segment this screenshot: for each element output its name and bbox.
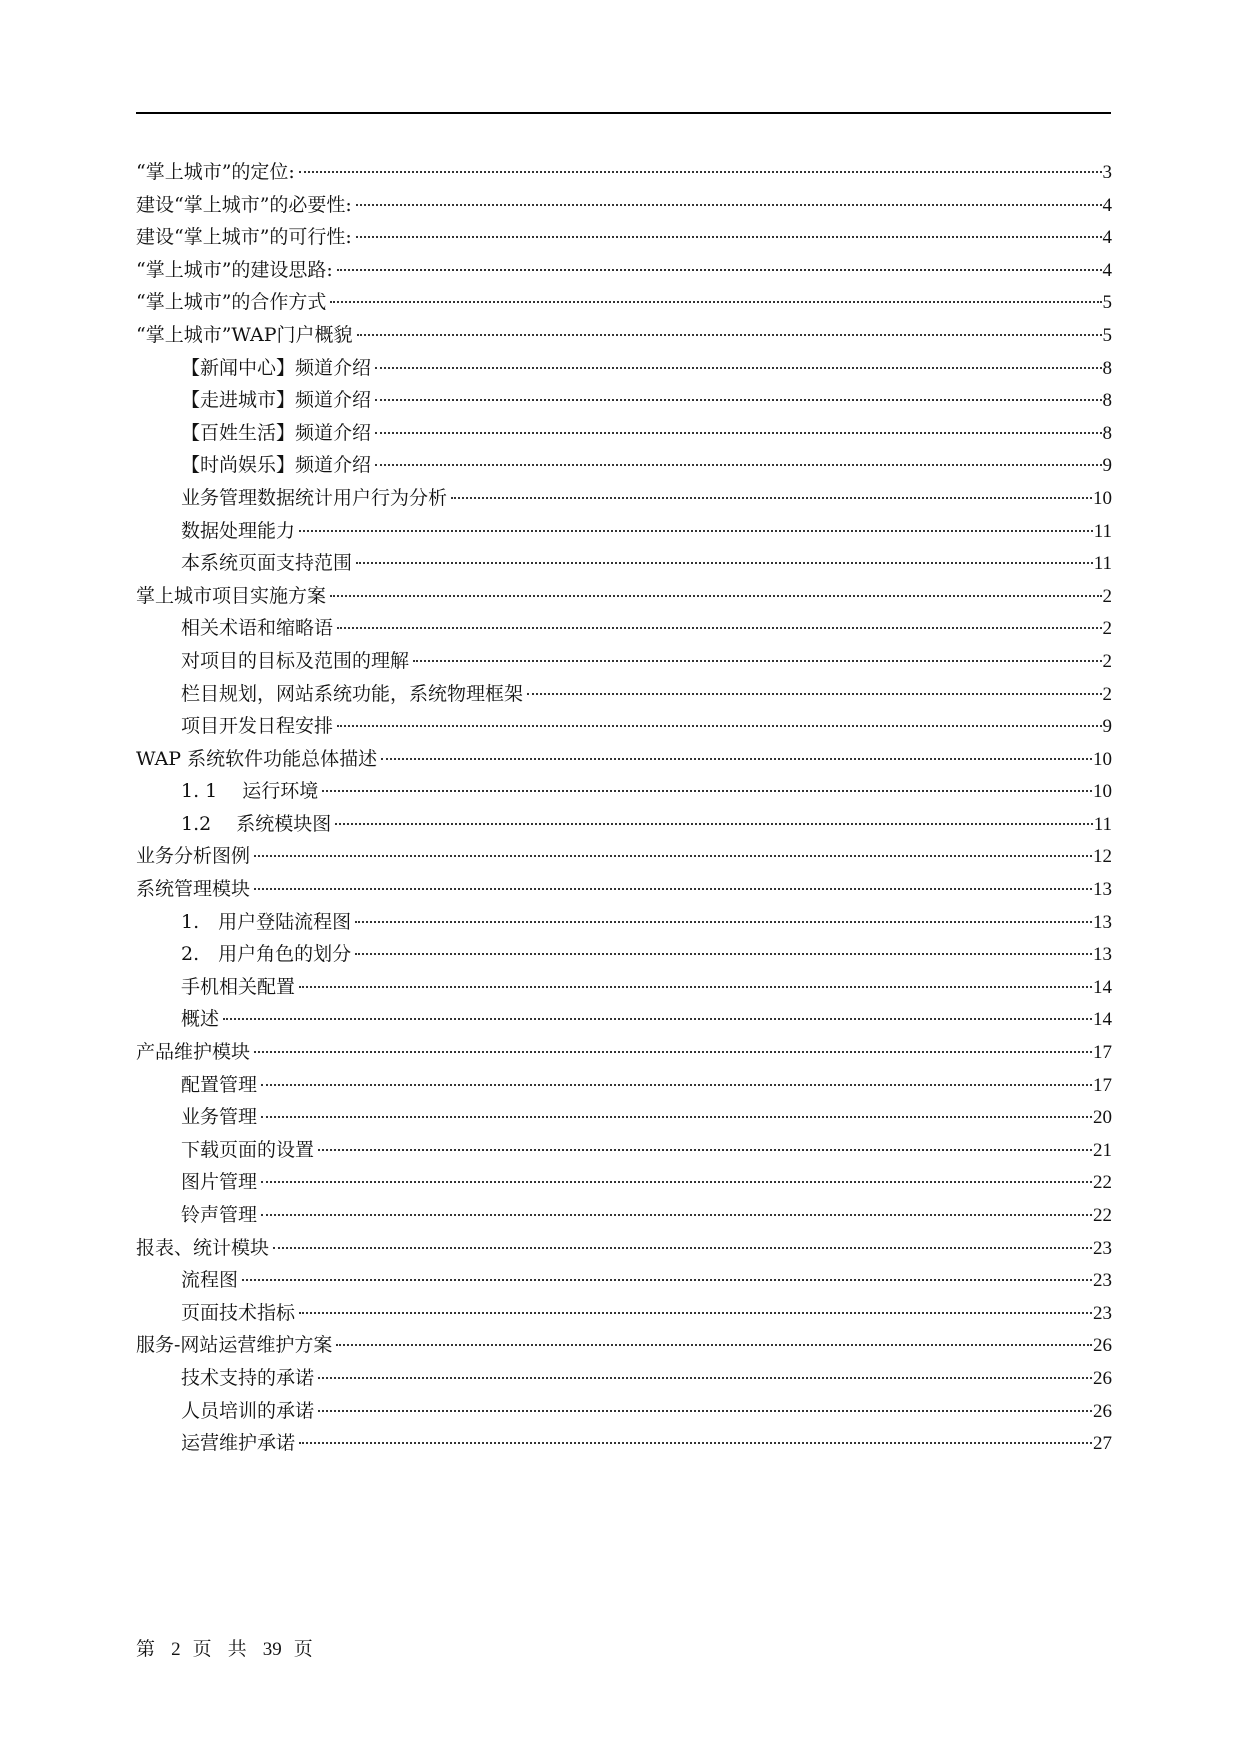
- toc-entry-page-number: 13: [1093, 879, 1112, 901]
- toc-entry-title: 1.2 系统模块图: [181, 812, 332, 835]
- toc-entry[interactable]: [136, 221, 1112, 254]
- toc-entry-title: 【时尚娱乐】频道介绍: [181, 454, 372, 477]
- toc-dot-leader: [261, 1181, 1092, 1183]
- toc-entry[interactable]: [136, 1101, 1112, 1134]
- toc-dot-leader: [322, 790, 1092, 792]
- toc-entry[interactable]: [136, 417, 1112, 450]
- toc-entry-title: “掌上城市”的定位:: [136, 161, 295, 183]
- toc-entry-page-number: 2: [1102, 585, 1112, 607]
- footer-middle: 页 共: [192, 1638, 251, 1660]
- toc-dot-leader: [356, 236, 1102, 238]
- toc-entry-title: 铃声管理: [181, 1204, 258, 1226]
- toc-dot-leader: [355, 953, 1092, 955]
- toc-entry-title: 相关术语和缩略语: [181, 617, 334, 640]
- toc-entry-page-number: 17: [1093, 1074, 1112, 1096]
- toc-dot-leader: [357, 334, 1102, 336]
- toc-dot-leader: [337, 627, 1101, 629]
- toc-entry[interactable]: [136, 352, 1112, 385]
- toc-dot-leader: [356, 204, 1102, 206]
- toc-dot-leader: [242, 1279, 1092, 1281]
- toc-dot-leader: [299, 171, 1102, 173]
- toc-entry[interactable]: [136, 1329, 1112, 1362]
- toc-entry[interactable]: [136, 254, 1112, 287]
- toc-entry-page-number: 26: [1093, 1335, 1112, 1357]
- table-of-contents: [136, 156, 1112, 1460]
- toc-entry-page-number: 11: [1093, 520, 1112, 542]
- toc-entry[interactable]: [136, 384, 1112, 417]
- toc-dot-leader: [330, 595, 1101, 597]
- toc-entry-page-number: 9: [1102, 455, 1112, 477]
- toc-entry-title: 2. 用户角色的划分: [181, 943, 352, 966]
- toc-entry-title: 掌上城市项目实施方案: [136, 584, 327, 607]
- toc-entry-page-number: 11: [1093, 553, 1112, 575]
- toc-entry[interactable]: [136, 547, 1112, 580]
- toc-dot-leader: [261, 1084, 1092, 1086]
- toc-dot-leader: [223, 1018, 1092, 1020]
- toc-entry[interactable]: [136, 1199, 1112, 1232]
- footer-prefix: 第: [136, 1638, 160, 1660]
- toc-entry-title: 运营维护承诺: [181, 1432, 296, 1455]
- toc-entry[interactable]: [136, 906, 1112, 939]
- toc-entry-page-number: 4: [1102, 259, 1112, 281]
- toc-entry-page-number: 13: [1093, 944, 1112, 966]
- toc-entry-page-number: 10: [1093, 781, 1112, 803]
- footer-suffix: 页: [293, 1638, 317, 1660]
- toc-dot-leader: [299, 986, 1092, 988]
- header-rule: [136, 112, 1111, 114]
- toc-entry-page-number: 22: [1093, 1172, 1112, 1194]
- toc-entry-page-number: 23: [1093, 1237, 1112, 1259]
- toc-entry[interactable]: [136, 319, 1112, 352]
- toc-entry-page-number: 17: [1093, 1042, 1112, 1064]
- toc-entry[interactable]: [136, 1362, 1112, 1395]
- toc-entry-title: 数据处理能力: [181, 519, 296, 542]
- toc-entry-page-number: 2: [1102, 683, 1112, 705]
- toc-entry[interactable]: [136, 1395, 1112, 1428]
- toc-entry[interactable]: [136, 710, 1112, 743]
- toc-entry-title: 图片管理: [181, 1171, 258, 1194]
- toc-entry-title: 产品维护模块: [136, 1041, 251, 1064]
- toc-entry-title: 概述: [181, 1008, 220, 1031]
- toc-entry-title: 业务管理数据统计用户行为分析: [181, 486, 448, 509]
- toc-entry-title: “掌上城市”的合作方式: [136, 291, 327, 314]
- toc-entry[interactable]: [136, 612, 1112, 645]
- toc-entry-page-number: 12: [1093, 846, 1112, 868]
- toc-entry-title: “掌上城市”WAP门户概貌: [136, 323, 353, 346]
- toc-entry-page-number: 14: [1093, 1009, 1112, 1031]
- toc-entry-title: 建设“掌上城市”的必要性:: [136, 193, 352, 216]
- toc-entry-title: 报表、统计模块: [136, 1236, 270, 1259]
- toc-entry-title: 配置管理: [181, 1073, 258, 1096]
- toc-dot-leader: [299, 530, 1093, 532]
- toc-entry[interactable]: [136, 743, 1112, 776]
- toc-entry-page-number: 14: [1093, 976, 1112, 998]
- toc-dot-leader: [261, 1116, 1092, 1118]
- toc-entry-title: 系统管理模块: [136, 878, 251, 901]
- toc-dot-leader: [375, 464, 1101, 466]
- page-footer: [136, 1634, 317, 1661]
- toc-entry[interactable]: [136, 1232, 1112, 1265]
- toc-dot-leader: [336, 1344, 1092, 1346]
- toc-entry-page-number: 20: [1093, 1107, 1112, 1129]
- toc-entry[interactable]: [136, 1069, 1112, 1102]
- toc-entry[interactable]: [136, 971, 1112, 1004]
- toc-entry-page-number: 2: [1102, 650, 1112, 672]
- toc-entry-page-number: 26: [1093, 1367, 1112, 1389]
- toc-entry-title: 业务分析图例: [136, 845, 251, 868]
- toc-dot-leader: [375, 432, 1101, 434]
- toc-entry-page-number: 5: [1102, 324, 1112, 346]
- toc-entry[interactable]: [136, 286, 1112, 319]
- toc-dot-leader: [318, 1377, 1092, 1379]
- toc-entry-page-number: 2: [1102, 618, 1112, 640]
- toc-entry-title: “掌上城市”的建设思路:: [136, 258, 333, 281]
- toc-dot-leader: [413, 660, 1101, 662]
- toc-entry-title: 页面技术指标: [181, 1301, 296, 1324]
- toc-entry-page-number: 13: [1093, 911, 1112, 933]
- footer-total-pages: 39: [262, 1639, 282, 1660]
- toc-dot-leader: [356, 562, 1093, 564]
- toc-entry-page-number: 4: [1102, 227, 1112, 249]
- toc-entry-title: 服务-网站运营维护方案: [136, 1334, 333, 1357]
- toc-dot-leader: [375, 399, 1101, 401]
- toc-dot-leader: [299, 1442, 1092, 1444]
- toc-dot-leader: [299, 1312, 1092, 1314]
- toc-entry-title: 1. 用户登陆流程图: [181, 910, 352, 933]
- toc-dot-leader: [335, 823, 1092, 825]
- toc-entry-page-number: 5: [1102, 292, 1112, 314]
- toc-entry-page-number: 10: [1093, 748, 1112, 770]
- toc-entry-page-number: 27: [1093, 1433, 1112, 1455]
- toc-dot-leader: [337, 725, 1101, 727]
- toc-entry-title: 业务管理: [181, 1106, 258, 1129]
- toc-entry-title: 人员培训的承诺: [181, 1399, 315, 1422]
- toc-entry[interactable]: [136, 1003, 1112, 1036]
- toc-entry-page-number: 26: [1093, 1400, 1112, 1422]
- toc-dot-leader: [381, 758, 1092, 760]
- toc-dot-leader: [254, 855, 1092, 857]
- toc-entry[interactable]: [136, 840, 1112, 873]
- toc-entry-title: 1. 1 运行环境: [181, 780, 319, 803]
- toc-entry[interactable]: [136, 1264, 1112, 1297]
- toc-entry-page-number: 8: [1102, 422, 1112, 444]
- toc-entry-title: 流程图: [181, 1269, 239, 1292]
- toc-entry[interactable]: [136, 873, 1112, 906]
- toc-entry-page-number: 8: [1102, 390, 1112, 412]
- toc-entry-title: 栏目规划，网站系统功能，系统物理框架: [181, 682, 524, 705]
- toc-entry[interactable]: [136, 1036, 1112, 1069]
- toc-entry[interactable]: [136, 775, 1112, 808]
- toc-entry-title: 项目开发日程安排: [181, 715, 334, 738]
- toc-entry[interactable]: [136, 189, 1112, 222]
- toc-entry-page-number: 3: [1102, 162, 1112, 183]
- toc-entry[interactable]: [136, 580, 1112, 613]
- toc-dot-leader: [254, 888, 1092, 890]
- toc-entry-page-number: 10: [1093, 487, 1112, 509]
- toc-dot-leader: [254, 1051, 1092, 1053]
- toc-entry-title: WAP 系统软件功能总体描述: [136, 747, 378, 770]
- toc-dot-leader: [273, 1247, 1092, 1249]
- toc-entry-title: 技术支持的承诺: [181, 1366, 315, 1389]
- toc-entry-page-number: 23: [1093, 1302, 1112, 1324]
- toc-entry-title: 建设“掌上城市”的可行性:: [136, 226, 352, 249]
- toc-entry-title: 【新闻中心】频道介绍: [181, 356, 372, 379]
- toc-entry[interactable]: [136, 808, 1112, 841]
- toc-dot-leader: [261, 1214, 1092, 1216]
- toc-entry-title: 对项目的目标及范围的理解: [181, 649, 410, 672]
- toc-entry-page-number: 4: [1102, 194, 1112, 216]
- toc-entry[interactable]: [136, 482, 1112, 515]
- toc-entry-page-number: 22: [1093, 1205, 1112, 1226]
- toc-entry-page-number: 11: [1093, 813, 1112, 835]
- toc-dot-leader: [330, 301, 1101, 303]
- toc-dot-leader: [337, 269, 1102, 271]
- toc-entry[interactable]: [136, 678, 1112, 711]
- toc-dot-leader: [375, 367, 1101, 369]
- toc-entry[interactable]: [136, 449, 1112, 482]
- toc-entry-title: 【走进城市】频道介绍: [181, 389, 372, 412]
- toc-entry-page-number: 21: [1093, 1139, 1112, 1161]
- footer-current-page: 2: [171, 1639, 181, 1660]
- toc-entry-title: 下载页面的设置: [181, 1138, 315, 1161]
- toc-entry-page-number: 9: [1102, 716, 1112, 738]
- toc-entry-page-number: 23: [1093, 1270, 1112, 1292]
- toc-entry[interactable]: [136, 938, 1112, 971]
- toc-entry-title: 手机相关配置: [181, 975, 296, 998]
- toc-entry-title: 本系统页面支持范围: [181, 552, 353, 575]
- toc-entry[interactable]: [136, 1297, 1112, 1330]
- toc-entry[interactable]: [136, 645, 1112, 678]
- toc-entry[interactable]: [136, 156, 1112, 189]
- toc-dot-leader: [355, 921, 1092, 923]
- toc-dot-leader: [318, 1410, 1092, 1412]
- toc-entry[interactable]: [136, 1166, 1112, 1199]
- toc-entry-title: 【百姓生活】频道介绍: [181, 421, 372, 444]
- toc-entry[interactable]: [136, 1134, 1112, 1167]
- toc-entry[interactable]: [136, 1427, 1112, 1460]
- toc-dot-leader: [527, 693, 1101, 695]
- toc-entry[interactable]: [136, 515, 1112, 548]
- toc-dot-leader: [318, 1149, 1092, 1151]
- toc-entry-page-number: 8: [1102, 357, 1112, 379]
- toc-dot-leader: [451, 497, 1092, 499]
